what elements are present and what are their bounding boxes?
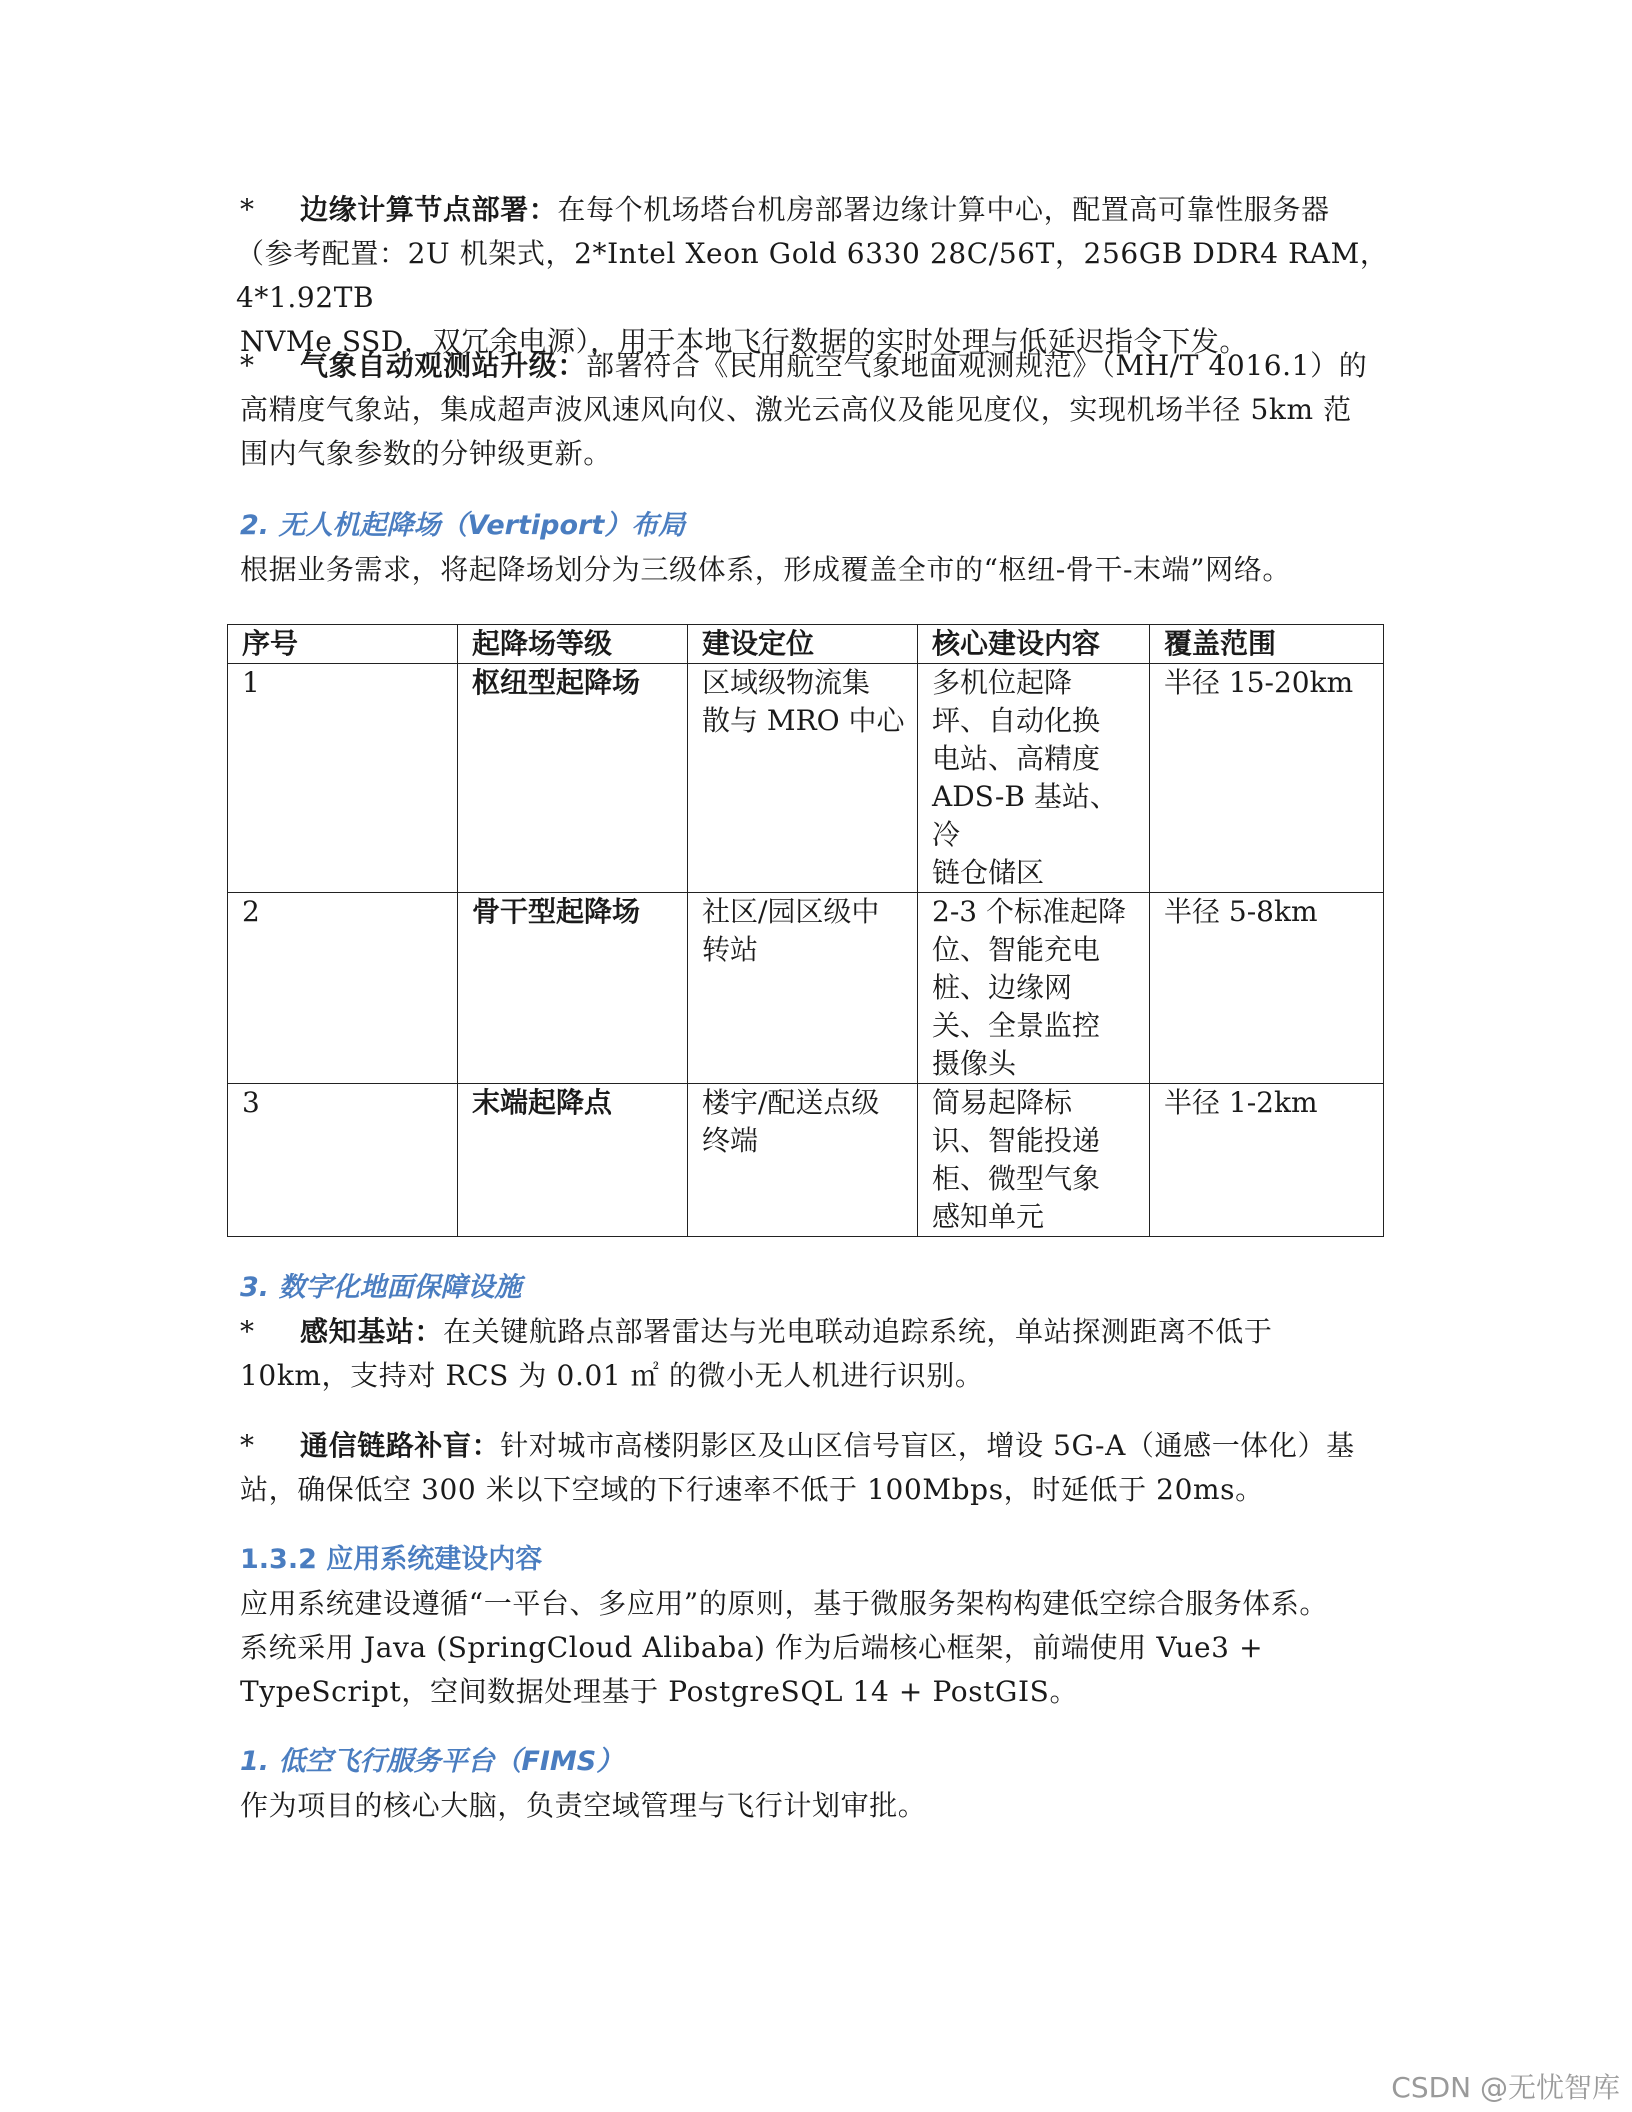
bullet-text: 部署符合《民用航空气象地面观测规范》（MH/T 4016.1）的: [586, 349, 1368, 382]
section-heading: 2. 无人机起降场（Vertiport）布局: [240, 510, 686, 541]
bullet-lead: 边缘计算节点部署：: [300, 193, 558, 226]
table-row: [228, 893, 1384, 1084]
cell-content: [918, 1084, 1150, 1237]
cell-text-line: 感知单元: [932, 1200, 1045, 1233]
bullet-weather-station: [240, 344, 1400, 476]
cell-text-line: 柜、微型气象: [932, 1162, 1101, 1195]
table-row: [228, 1084, 1384, 1237]
cell-content: [918, 664, 1150, 893]
section-heading: 1.3.2 应用系统建设内容: [240, 1544, 543, 1575]
section-ground-facilities: [240, 1266, 1400, 1398]
cell-text-line: 散与 MRO 中心: [702, 704, 905, 737]
bullet-line: 10km，支持对 RCS 为 0.01 ㎡ 的微小无人机进行识别。: [240, 1359, 984, 1392]
cell-text-line: 电站、高精度: [932, 742, 1101, 775]
bullet-line: [240, 344, 1400, 388]
bullet-lead: 气象自动观测站升级：: [300, 349, 587, 382]
section-heading: 3. 数字化地面保障设施: [240, 1272, 522, 1303]
table-header-cell: 核心建设内容: [918, 625, 1150, 664]
table-row: [228, 664, 1384, 893]
cell-text-line: 终端: [702, 1124, 759, 1157]
bullet-line: （参考配置：2U 机架式，2*Intel Xeon Gold 6330 28C/56T，256GB DDR4 RAM，4*1.92TB: [236, 237, 1389, 314]
cell-text-line: 社区/园区级中: [702, 895, 880, 928]
cell-text-line: 多机位起降: [932, 666, 1073, 699]
cell-text-line: 楼宇/配送点级: [702, 1086, 880, 1119]
section-heading: 1. 低空飞行服务平台（FIMS）: [240, 1746, 624, 1777]
bullet-line: 站，确保低空 300 米以下空域的下行速率不低于 100Mbps，时延低于 20ms。: [240, 1473, 1264, 1506]
paragraph-line: 应用系统建设遵循“一平台、多应用”的原则，基于微服务架构构建低空综合服务体系。: [240, 1587, 1329, 1620]
bullet-text: 针对城市高楼阴影区及山区信号盲区，增设 5G-A（通感一体化）基: [500, 1429, 1355, 1462]
cell-text-line: 简易起降标: [932, 1086, 1073, 1119]
cell-text-line: 位、智能充电: [932, 933, 1101, 966]
cell-text-line: 识、智能投递: [932, 1124, 1101, 1157]
bullet-lead: 感知基站：: [300, 1315, 444, 1348]
bullet-line: [240, 1310, 1400, 1354]
cell-text-line: 桩、边缘网: [932, 971, 1073, 1004]
cell-coverage: 半径 15-20km: [1150, 664, 1384, 893]
vertiport-table: [227, 624, 1384, 1237]
cell-text-line: 2-3 个标准起降: [932, 895, 1126, 928]
table-header-cell: 覆盖范围: [1150, 625, 1384, 664]
cell-coverage: 半径 5-8km: [1150, 893, 1384, 1084]
bullet-mark: *: [240, 1315, 255, 1348]
bullet-mark: *: [240, 349, 255, 382]
bullet-text: 在关键航路点部署雷达与光电联动追踪系统，单站探测距离不低于: [443, 1315, 1273, 1348]
watermark: CSDN @无忧智库: [1391, 2071, 1620, 2104]
bullet-edge-computing: [236, 188, 1400, 364]
bullet-line: [240, 188, 1400, 232]
section-intro: 根据业务需求，将起降场划分为三级体系，形成覆盖全市的“枢纽-骨干-末端”网络。: [240, 553, 1291, 586]
cell-no: 2: [228, 893, 458, 1084]
bullet-lead: 通信链路补盲：: [300, 1429, 501, 1462]
table-header-cell: 起降场等级: [458, 625, 688, 664]
paragraph-line: 系统采用 Java (SpringCloud Alibaba) 作为后端核心框架，前端使用 Vue3 +: [240, 1631, 1264, 1664]
cell-position: [688, 893, 918, 1084]
cell-no: 3: [228, 1084, 458, 1237]
cell-position: [688, 664, 918, 893]
cell-text-line: 坪、自动化换: [932, 704, 1101, 737]
cell-content: [918, 893, 1150, 1084]
table-header-cell: 建设定位: [688, 625, 918, 664]
cell-level: 枢纽型起降场: [458, 664, 688, 893]
cell-coverage: 半径 1-2km: [1150, 1084, 1384, 1237]
cell-no: 1: [228, 664, 458, 893]
table-header-cell: 序号: [228, 625, 458, 664]
cell-text-line: ADS-B 基站、冷: [932, 780, 1118, 851]
cell-text-line: 关、全景监控: [932, 1009, 1101, 1042]
section-fims: [240, 1740, 1400, 1828]
section-intro: 作为项目的核心大脑，负责空域管理与飞行计划审批。: [240, 1789, 927, 1822]
paragraph-line: TypeScript，空间数据处理基于 PostgreSQL 14 + PostGIS。: [240, 1675, 1079, 1708]
cell-level: 末端起降点: [458, 1084, 688, 1237]
section-app-system: [240, 1538, 1400, 1714]
cell-text-line: 链仓储区: [932, 856, 1045, 889]
section-vertiport: [240, 504, 1400, 592]
bullet-comm-link: [240, 1424, 1400, 1512]
bullet-text: 在每个机场塔台机房部署边缘计算中心，配置高可靠性服务器: [557, 193, 1330, 226]
table-header-row: [228, 625, 1384, 664]
bullet-mark: *: [240, 1429, 255, 1462]
cell-text-line: 区域级物流集: [702, 666, 871, 699]
bullet-line: NVMe SSD，双冗余电源），用于本地飞行数据的实时处理与低延迟指令下发。: [240, 325, 1248, 358]
bullet-line: 围内气象参数的分钟级更新。: [240, 437, 612, 470]
bullet-mark: *: [240, 193, 255, 226]
cell-text-line: 摄像头: [932, 1047, 1017, 1080]
bullet-line: 高精度气象站，集成超声波风速风向仪、激光云高仪及能见度仪，实现机场半径 5km 范: [240, 393, 1352, 426]
cell-text-line: 转站: [702, 933, 759, 966]
cell-position: [688, 1084, 918, 1237]
bullet-line: [240, 1424, 1400, 1468]
cell-level: 骨干型起降场: [458, 893, 688, 1084]
